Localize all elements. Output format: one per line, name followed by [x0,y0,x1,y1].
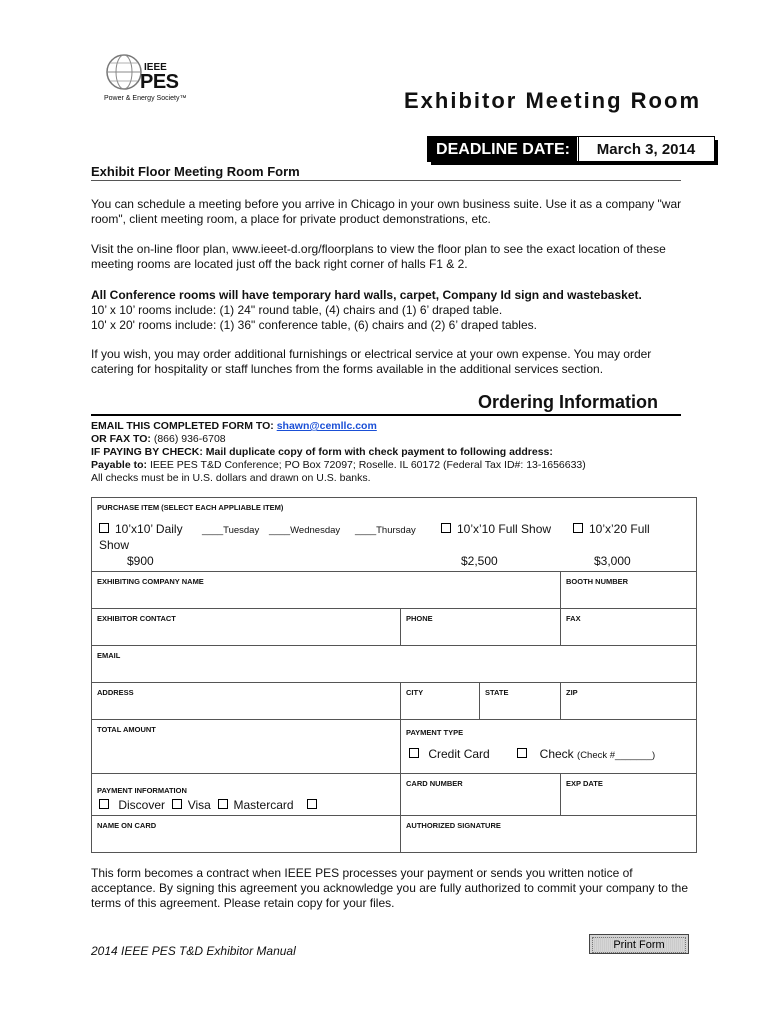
ordering-contact [91,420,586,485]
order-form [91,497,697,853]
company-name-field[interactable] [92,572,561,609]
total-label: TOTAL AMOUNT [97,725,156,734]
price-daily: $900 [127,554,154,568]
option-20-full[interactable] [573,522,650,536]
option-daily[interactable] [99,522,183,536]
page-title: Exhibitor Meeting Room [404,88,701,113]
blank-wednesday[interactable]: ____Wednesday [269,525,341,536]
contract-note: This form becomes a contract when IEEE PES processes your payment or sends you written notice of acceptance. By signing this agreement you acknowledge you are fully authorized to commit your company to the terms of this agreement. Please retain copy for your files. [91,866,688,910]
blank-thursday[interactable]: ____Thursday [355,525,416,536]
checkbox-discover[interactable] [99,799,109,809]
intro-paragraph-3 [91,288,691,333]
city-label: CITY [406,688,424,697]
option-show-label: Show [99,538,130,552]
booth-label: BOOTH NUMBER [566,577,629,586]
checkbox-mastercard[interactable] [218,799,228,809]
total-amount-field[interactable] [92,720,401,774]
phone-field[interactable] [401,609,561,646]
check-label: Check [539,747,574,761]
currency-note: All checks must be in U.S. dollars and drawn on U.S. banks. [91,472,371,484]
rooms-10x20: 10' x 20' rooms include: (1) 36" conference table, (6) chairs and (2) 6’ draped tables. [91,318,537,332]
intro-paragraph-2 [91,242,691,272]
option-daily-label: 10’x10’ Daily [115,522,183,536]
card-number-field[interactable] [401,774,561,816]
address-label: ADDRESS [97,688,134,697]
intro-paragraph-4 [91,347,691,377]
phone-label: PHONE [406,614,433,623]
checkbox-visa[interactable] [172,799,182,809]
globe-icon [104,50,144,94]
payable-label: Payable to: [91,459,148,471]
email-label: EMAIL THIS COMPLETED FORM TO: [91,420,274,432]
option-check[interactable] [517,747,655,761]
print-form-label: Print Form [592,937,686,953]
state-label: STATE [485,688,509,697]
ordering-heading: Ordering Information [478,392,658,412]
ieee-pes-logo [104,50,204,110]
name-on-card-label: NAME ON CARD [97,821,157,830]
visa-label: Visa [187,798,211,812]
divider [91,180,681,181]
credit-card-label: Credit Card [428,747,490,761]
checkbox-credit-card[interactable] [409,748,419,758]
checkbox-full-show[interactable] [441,523,451,533]
checkbox-other[interactable] [307,799,317,809]
logo-pes: PES [140,71,179,93]
state-field[interactable] [480,683,561,720]
rooms-10x10: 10’ x 10’ rooms include: (1) 24" round table, (4) chairs and (1) 6’ draped table. [91,303,503,317]
intro-text-2: Visit the on-line floor plan, www.ieeet-d.org/floorplans to view the floor plan to see the exact location of these meeting rooms are located just off the back right corner of halls F1 & 2. [91,242,666,271]
rooms-note: All Conference rooms will have temporary hard walls, carpet, Company Id sign and wastebasket. [91,288,642,302]
price-20-full: $3,000 [594,554,631,568]
intro-paragraph-1 [91,197,691,227]
blank-tuesday[interactable]: ____Tuesday [202,525,260,536]
payment-type-cell [401,720,697,774]
checkbox-check[interactable] [517,748,527,758]
purchase-item-cell [92,498,697,572]
deadline-date: March 3, 2014 [578,137,713,161]
email-link[interactable]: shawn@cemllc.com [276,420,377,432]
city-field[interactable] [401,683,480,720]
fax-number: (866) 936-6708 [153,433,226,445]
payable-address: IEEE PES T&D Conference; PO Box 72097; Roselle. IL 60172 (Federal Tax ID#: 13-1656633) [149,459,586,471]
form-subtitle: Exhibit Floor Meeting Room Form [91,164,300,179]
option-credit-card[interactable] [409,747,490,761]
fax-label: OR FAX TO: [91,433,151,445]
deadline-box [427,136,715,162]
signature-field[interactable] [401,816,697,853]
checkbox-daily[interactable] [99,523,109,533]
contact-label: EXHIBITOR CONTACT [97,614,176,623]
checkbox-20-full[interactable] [573,523,583,533]
price-full-show: $2,500 [461,554,498,568]
card-options [99,798,323,812]
manual-caption: 2014 IEEE PES T&D Exhibitor Manual [91,944,296,958]
exp-date-field[interactable] [561,774,697,816]
option-full-show[interactable] [441,522,551,536]
payment-type-label: PAYMENT TYPE [406,728,464,737]
zip-field[interactable] [561,683,697,720]
logo-society: Power & Energy Society™ [104,95,187,102]
intro-text-4: If you wish, you may order additional furnishings or electrical service at your own expense. You may order catering for hospitality or staff lunches from the forms available in the additional services section. [91,347,652,376]
check-instructions: IF PAYING BY CHECK: Mail duplicate copy of form with check payment to following address: [91,446,553,458]
option-20-full-label: 10’x’20 Full [589,522,650,536]
card-number-label: CARD NUMBER [406,779,463,788]
name-on-card-field[interactable] [92,816,401,853]
zip-label: ZIP [566,688,578,697]
intro-text-1: You can schedule a meeting before you arrive in Chicago in your own business suite. Use it as a company "war room", client meeting room, a place for private product demonstrations, etc. [91,197,682,226]
discover-label: Discover [118,798,166,812]
mastercard-label: Mastercard [233,798,294,812]
divider [91,414,681,416]
logo-ieee: IEEE [144,62,167,73]
email-field[interactable] [92,646,697,683]
payment-info-cell [92,774,401,816]
option-full-show-label: 10’x’10 Full Show [457,522,552,536]
print-form-button[interactable] [589,934,689,954]
signature-label: AUTHORIZED SIGNATURE [406,821,501,830]
deadline-label: DEADLINE DATE: [428,137,577,161]
booth-number-field[interactable] [561,572,697,609]
company-label: EXHIBITING COMPANY NAME [97,577,204,586]
check-number-blank[interactable]: (Check #_______) [577,750,656,761]
fax-label: FAX [566,614,581,623]
exhibitor-contact-field[interactable] [92,609,401,646]
email-field-label: EMAIL [97,651,121,660]
purchase-label: PURCHASE ITEM (SELECT EACH APPLIABLE ITEM) [97,503,284,512]
fax-field[interactable] [561,609,697,646]
address-field[interactable] [92,683,401,720]
exp-date-label: EXP DATE [566,779,603,788]
payment-info-label: PAYMENT INFORMATION [97,786,187,795]
